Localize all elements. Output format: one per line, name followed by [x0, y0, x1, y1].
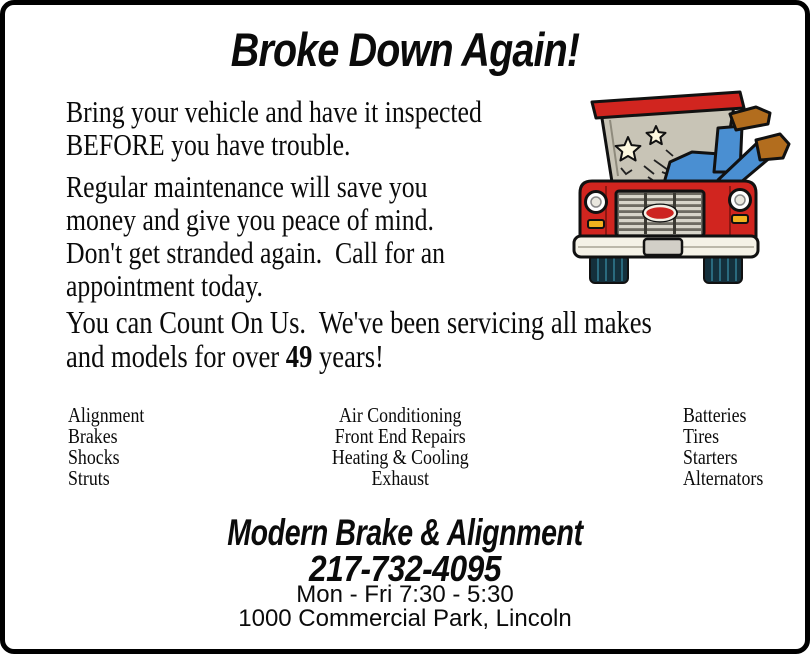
truck-front: [574, 181, 758, 283]
service-item: Tires: [683, 424, 720, 448]
truck-mechanic-svg: [558, 80, 808, 295]
intro-line: BEFORE you have trouble.: [66, 127, 351, 162]
tire-icon: [704, 255, 742, 283]
service-item: Starters: [683, 445, 738, 469]
service-item: Brakes: [68, 424, 118, 448]
grille-emblem: [645, 206, 675, 220]
service-item: Air Conditioning: [339, 403, 462, 427]
maintenance-line: money and give you peace of mind.: [66, 202, 434, 237]
service-item: Batteries: [683, 403, 747, 427]
count-line2-post: years!: [312, 338, 384, 374]
count-line2-pre: and models for over: [66, 338, 286, 374]
boot-icon: [730, 107, 770, 130]
services-column-1: [68, 405, 144, 489]
count-line: [66, 339, 652, 373]
service-item: Alternators: [683, 466, 764, 490]
services-column-2: [294, 405, 507, 489]
maintenance-line: appointment today.: [66, 268, 263, 303]
count-on-us-paragraph: [66, 305, 652, 373]
phone-number: 217-732-4095: [308, 548, 502, 589]
intro-line: Bring your vehicle and have it inspected: [66, 94, 482, 129]
grille: [616, 191, 704, 236]
service-item: Exhaust: [371, 466, 430, 490]
service-item: Shocks: [68, 445, 120, 469]
maintenance-line: Regular maintenance will save you: [66, 169, 428, 204]
count-line: You can Count On Us. We've been servicing all makes: [66, 304, 652, 340]
service-item: Front End Repairs: [334, 424, 466, 448]
intro-paragraph: [66, 95, 482, 161]
license-plate: [644, 239, 682, 255]
years-count: 49: [285, 338, 313, 374]
marker-light-icon: [732, 215, 748, 223]
headline: Broke Down Again!: [230, 23, 580, 76]
business-hours: Mon - Fri 7:30 - 5:30: [296, 581, 514, 608]
truck-mechanic-illustration: [558, 80, 808, 295]
marker-light-icon: [588, 220, 604, 228]
service-item: Struts: [68, 466, 110, 490]
tire-icon: [590, 255, 628, 283]
boot-icon: [756, 134, 789, 160]
maintenance-line: Don't get stranded again. Call for an: [66, 235, 446, 270]
service-item: Heating & Cooling: [331, 445, 469, 469]
business-address: 1000 Commercial Park, Lincoln: [238, 605, 572, 632]
maintenance-paragraph: [66, 170, 445, 302]
services-column-3: [683, 405, 763, 489]
business-name: Modern Brake & Alignment: [227, 512, 583, 553]
service-item: Alignment: [68, 403, 145, 427]
